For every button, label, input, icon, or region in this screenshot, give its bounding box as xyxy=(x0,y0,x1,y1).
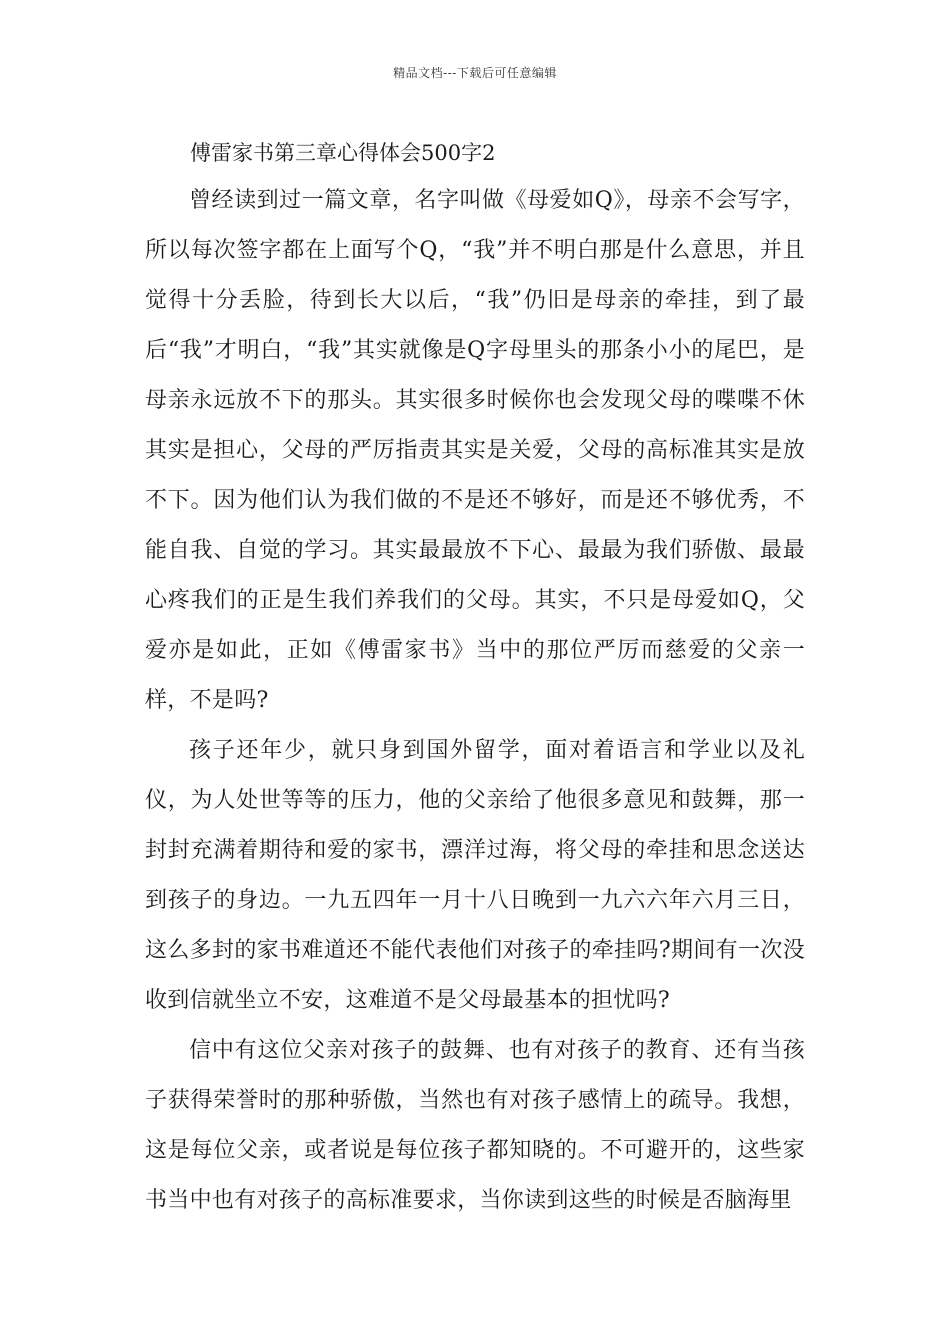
document-body xyxy=(145,176,805,1226)
document-title: 傅雷家书第三章心得体会500字2 xyxy=(190,141,496,165)
paragraph: 信中有这位父亲对孩子的鼓舞、也有对孩子的教育、还有当孩子获得荣誉时的那种骄傲，当然也有对孩子感情上的疏导。我想，这是每位父亲，或者说是每位孩子都知晓的。不可避开的，这些家书当中也有对孩子的高标准要求，当你读到这些的时候是否脑海里 xyxy=(145,1038,805,1213)
page-header-note: 精品文档---下载后可任意编辑 xyxy=(393,66,557,80)
paragraph: 孩子还年少，就只身到国外留学，面对着语言和学业以及礼仪，为人处世等等的压力，他的父亲给了他很多意见和鼓舞，那一封封充满着期待和爱的家书，漂洋过海，将父母的牵挂和思念送达到孩子的身边。一九五四年一月十八日晚到一九六六年六月三日，这么多封的家书难道还不能代表他们对孩子的牵挂吗?期间有一次没收到信就坐立不安，这难道不是父母最基本的担忧吗? xyxy=(145,738,805,1013)
paragraph: 曾经读到过一篇文章，名字叫做《母爱如Q》，母亲不会写字，所以每次签字都在上面写个Q，“我”并不明白那是什么意思，并且觉得十分丢脸，待到长大以后，“我”仍旧是母亲的牵挂，到了最后“我”才明白，“我”其实就像是Q字母里头的那条小小的尾巴，是母亲永远放不下的那头。其实很多时候你也会发现父母的喋喋不休其实是担心，父母的严厉指责其实是关爱，父母的高标准其实是放不下。因为他们认为我们做的不是还不够好，而是还不够优秀，不能自我、自觉的学习。其实最最放不下心、最最为我们骄傲、最最心疼我们的正是生我们养我们的父母。其实，不只是母爱如Q，父爱亦是如此，正如《傅雷家书》当中的那位严厉而慈爱的父亲一样，不是吗? xyxy=(145,188,805,713)
